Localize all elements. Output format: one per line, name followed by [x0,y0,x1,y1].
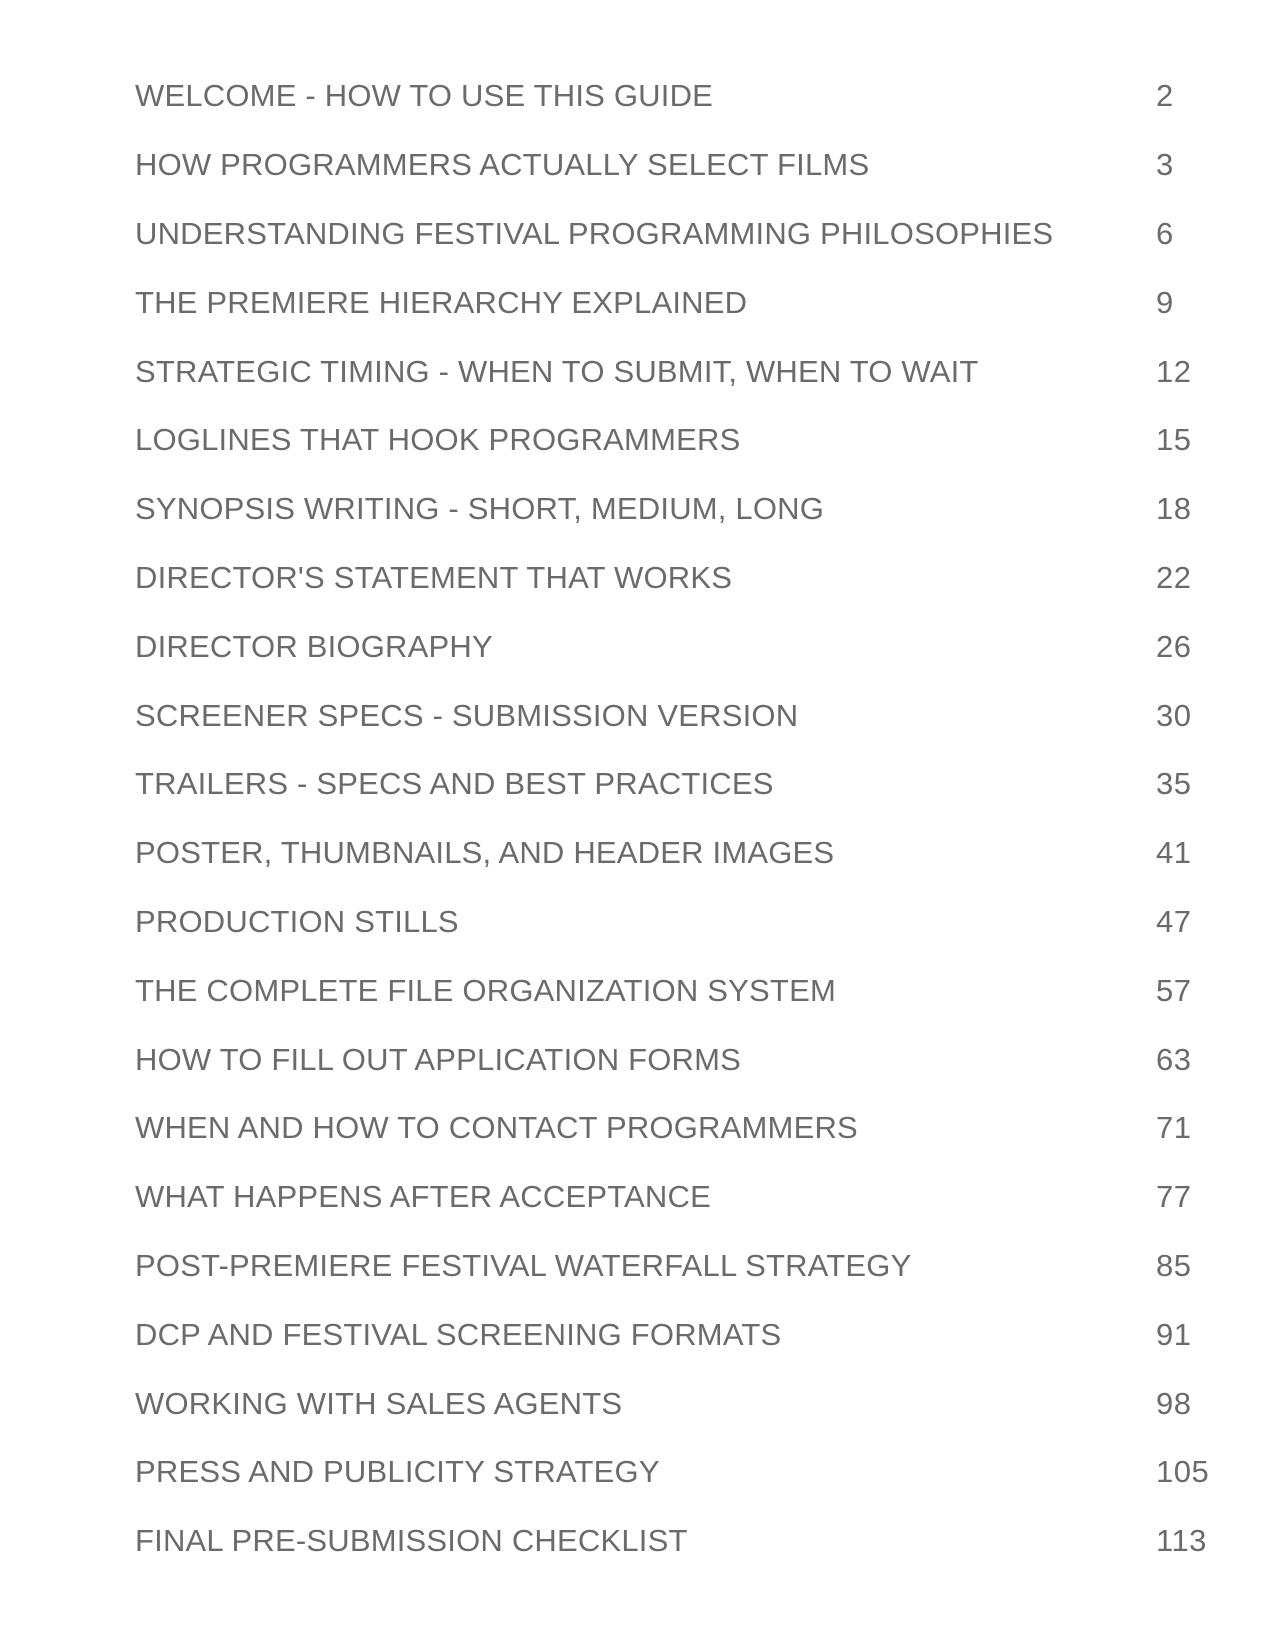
toc-entry-page-number: 98 [1156,1385,1192,1421]
toc-entry-page-number: 12 [1156,353,1192,389]
toc-entry-page-number: 2 [1156,78,1174,114]
toc-entry-title: WORKING WITH SALES AGENTS [135,1385,623,1421]
toc-entry-title: LOGLINES THAT HOOK PROGRAMMERS [135,422,741,458]
toc-entry-page-number: 71 [1156,1110,1192,1146]
toc-entry-page-number: 57 [1156,972,1192,1008]
toc-entry[interactable] [135,1163,1215,1232]
toc-entry[interactable] [135,337,1215,406]
toc-entry[interactable] [135,612,1215,681]
toc-entry-title: PRESS AND PUBLICITY STRATEGY [135,1454,660,1490]
toc-entry[interactable] [135,681,1215,750]
toc-entry-page-number: 3 [1156,147,1174,183]
toc-entry-page-number: 15 [1156,422,1192,458]
toc-entry-title: DIRECTOR'S STATEMENT THAT WORKS [135,559,733,595]
toc-entry[interactable] [135,888,1215,957]
toc-entry-title: PRODUCTION STILLS [135,903,459,939]
toc-entry-page-number: 85 [1156,1247,1192,1283]
toc-entry[interactable] [135,819,1215,888]
toc-entry[interactable] [135,956,1215,1025]
toc-entry-page-number: 35 [1156,766,1192,802]
toc-entry-title: WHAT HAPPENS AFTER ACCEPTANCE [135,1179,711,1215]
toc-entry[interactable] [135,1025,1215,1094]
toc-entry-title: POSTER, THUMBNAILS, AND HEADER IMAGES [135,835,835,871]
toc-entry[interactable] [135,1507,1215,1576]
toc-entry-page-number: 18 [1156,491,1192,527]
toc-entry[interactable] [135,1232,1215,1301]
toc-entry-title: POST-PREMIERE FESTIVAL WATERFALL STRATEGY [135,1247,912,1283]
toc-entry-title: SCREENER SPECS - SUBMISSION VERSION [135,697,799,733]
toc-entry[interactable] [135,1094,1215,1163]
toc-entry[interactable] [135,750,1215,819]
toc-entry-title: HOW TO FILL OUT APPLICATION FORMS [135,1041,742,1077]
toc-entry-page-number: 77 [1156,1179,1192,1215]
toc-entry-page-number: 41 [1156,835,1192,871]
toc-entry-title: DIRECTOR BIOGRAPHY [135,628,493,664]
toc-entry-title: HOW PROGRAMMERS ACTUALLY SELECT FILMS [135,147,870,183]
toc-entry-page-number: 105 [1156,1454,1210,1490]
toc-entry-title: UNDERSTANDING FESTIVAL PROGRAMMING PHILOSOPHIES [135,215,1054,251]
toc-entry-title: TRAILERS - SPECS AND BEST PRACTICES [135,766,774,802]
toc-entry-title: DCP AND FESTIVAL SCREENING FORMATS [135,1316,782,1352]
toc-entry[interactable] [135,475,1215,544]
toc-entry-title: WELCOME - HOW TO USE THIS GUIDE [135,78,714,114]
toc-entry[interactable] [135,406,1215,475]
toc-entry-title: THE PREMIERE HIERARCHY EXPLAINED [135,284,748,320]
toc-entry[interactable] [135,1438,1215,1507]
toc-entry[interactable] [135,544,1215,613]
toc-entry[interactable] [135,62,1215,131]
toc-entry-page-number: 63 [1156,1041,1192,1077]
toc-entry-title: FINAL PRE-SUBMISSION CHECKLIST [135,1523,688,1559]
toc-entry-title: SYNOPSIS WRITING - SHORT, MEDIUM, LONG [135,491,825,527]
toc-entry-page-number: 113 [1156,1523,1207,1559]
toc-entry[interactable] [135,268,1215,337]
toc-entry-title: STRATEGIC TIMING - WHEN TO SUBMIT, WHEN TO WAIT [135,353,979,389]
toc-entry[interactable] [135,1369,1215,1438]
toc-entry[interactable] [135,200,1215,269]
toc-entry-page-number: 30 [1156,697,1192,733]
toc-entry-page-number: 26 [1156,628,1192,664]
toc-entry-title: WHEN AND HOW TO CONTACT PROGRAMMERS [135,1110,858,1146]
toc-entry-title: THE COMPLETE FILE ORGANIZATION SYSTEM [135,972,836,1008]
toc-entry-page-number: 22 [1156,559,1192,595]
toc-entry[interactable] [135,1300,1215,1369]
toc-entry-page-number: 47 [1156,903,1192,939]
toc-entry[interactable] [135,131,1215,200]
toc-entry-page-number: 91 [1156,1316,1192,1352]
table-of-contents [135,62,1215,1576]
toc-entry-page-number: 6 [1156,215,1174,251]
toc-entry-page-number: 9 [1156,284,1174,320]
